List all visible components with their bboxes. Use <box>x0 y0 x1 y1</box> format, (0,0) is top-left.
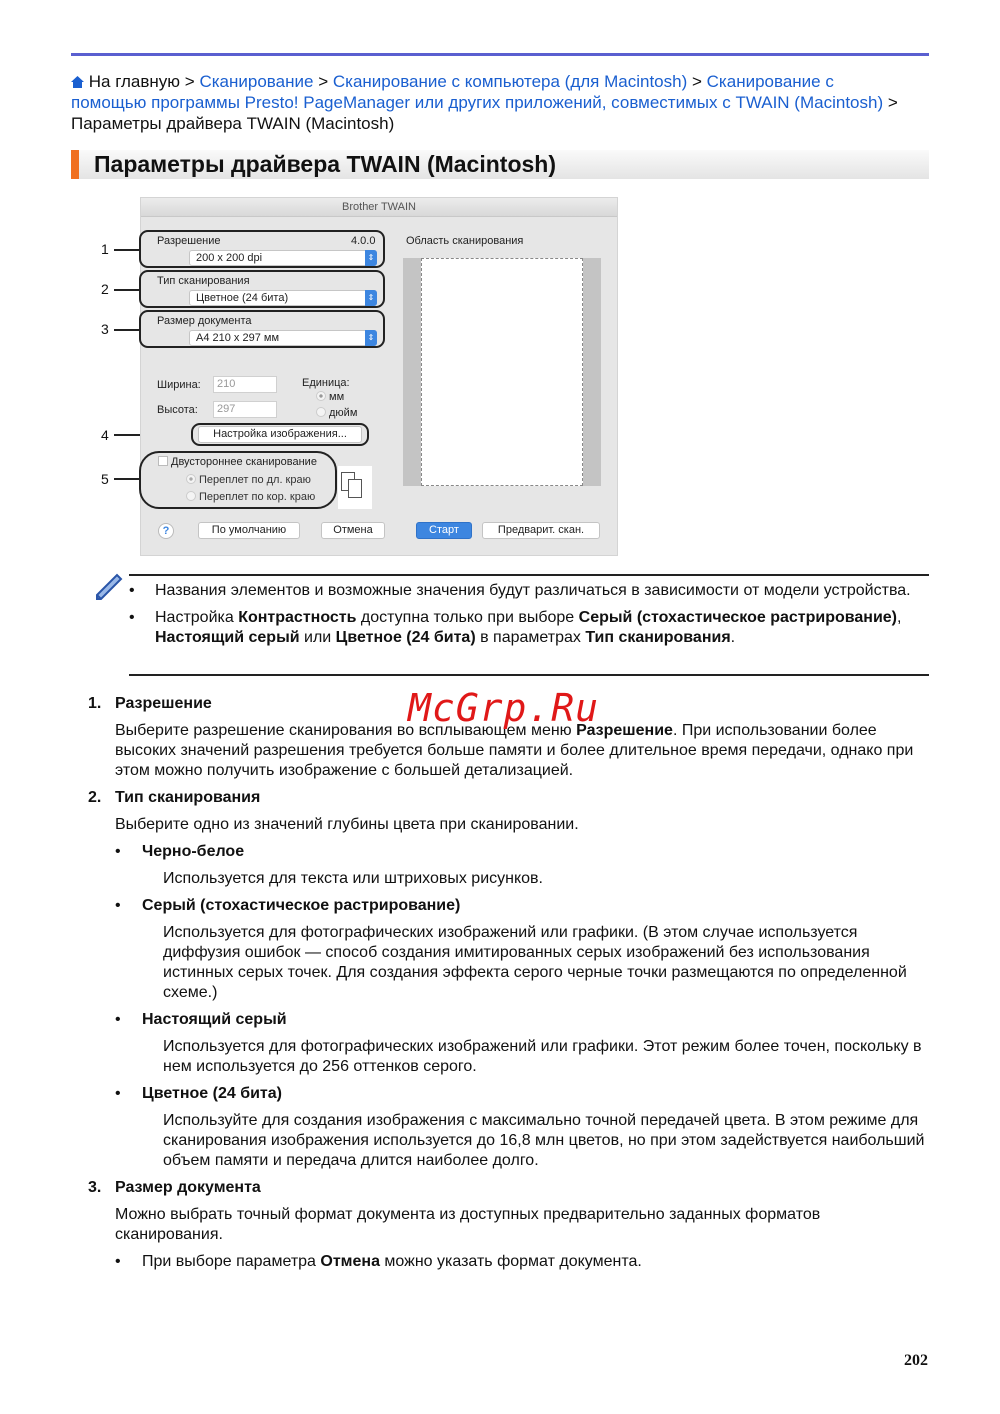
cancel-button[interactable]: Отмена <box>321 522 385 539</box>
image-setup-button[interactable]: Настройка изображения... <box>198 426 362 443</box>
prescan-button[interactable]: Предварит. скан. <box>482 522 600 539</box>
option-text: Используется для фотографических изображений или графики. Этот режим более точен, поскольку в нем используется до 256 оттенков серого. <box>163 1038 922 1075</box>
start-button[interactable]: Старт <box>416 522 472 539</box>
note-rule-bottom <box>129 674 929 676</box>
section-heading: 1. Разрешение <box>88 695 212 712</box>
version-label: 4.0.0 <box>351 235 376 247</box>
unit-mm-label: мм <box>329 391 345 403</box>
callout-5: 5 <box>101 471 109 487</box>
note-item: • Настройка Контрастность доступна только при выборе Серый (стохастическое растрирование), Настоящий серый или Цветное (24 бита) в параметрах Тип сканирования. <box>129 608 929 648</box>
breadcrumb-sep: > <box>887 93 898 112</box>
resolution-value: 200 x 200 dpi <box>196 252 263 264</box>
note-item: • Названия элементов и возможные значения будут различаться в зависимости от модели устройства. <box>129 581 929 601</box>
defaults-button[interactable]: По умолчанию <box>198 522 300 539</box>
resolution-select[interactable] <box>189 250 377 266</box>
doc-size-value: A4 210 x 297 мм <box>196 332 280 344</box>
resolution-label: Разрешение <box>157 235 221 247</box>
section-text: Можно выбрать точный формат документа из доступных предварительно заданных форматов сканирования. <box>115 1206 821 1243</box>
breadcrumb-home[interactable]: На главную <box>88 72 181 91</box>
content <box>88 694 928 1272</box>
height-label: Высота: <box>157 404 198 416</box>
top-rule <box>71 53 929 56</box>
short-edge-label: Переплет по кор. краю <box>199 491 316 503</box>
callout-line <box>114 329 140 331</box>
note-rule-top <box>129 574 929 576</box>
watermark-logo: McGrp.Ru <box>408 686 600 730</box>
width-input[interactable]: 210 <box>213 376 277 393</box>
scan-area-selection[interactable] <box>421 258 583 486</box>
option-text: Используется для фотографических изображений или графики. (В этом случае используется диффузия ошибок — способ создания имитированных серых изображений без использования истинных серых точек. Для создания эффекта серого черные точки размещаются по определенной схеме.) <box>163 924 907 1001</box>
option-heading: • Настоящий серый <box>88 1010 928 1030</box>
twain-dialog <box>140 197 618 556</box>
scan-area-preview[interactable] <box>403 258 601 486</box>
scan-area-label: Область сканирования <box>406 235 524 247</box>
option-heading: • Серый (стохастическое растрирование) <box>88 896 928 916</box>
stepper-arrows-icon: ⇕ <box>365 250 377 266</box>
breadcrumb-sep: > <box>184 72 195 91</box>
scan-type-select[interactable] <box>189 290 377 306</box>
scan-type-label: Тип сканирования <box>157 275 250 287</box>
unit-inch-radio[interactable] <box>316 407 357 419</box>
stepper-arrows-icon: ⇕ <box>365 290 377 306</box>
breadcrumb-sep: > <box>318 72 329 91</box>
pencil-note-icon <box>93 569 125 601</box>
breadcrumb-link-scan-mac[interactable]: Сканирование с компьютера (для Macintosh) <box>332 72 688 91</box>
scan-type-value: Цветное (24 бита) <box>196 292 289 304</box>
option-heading: • Цветное (24 бита) <box>88 1084 928 1104</box>
breadcrumb-sep: > <box>691 72 702 91</box>
section-text: Выберите одно из значений глубины цвета при сканировании. <box>115 816 579 833</box>
page-title: Параметры драйвера TWAIN (Macintosh) <box>94 151 556 177</box>
width-label: Ширина: <box>157 379 201 391</box>
home-icon <box>71 76 84 88</box>
callout-2: 2 <box>101 281 109 297</box>
title-accent <box>71 150 79 179</box>
height-input[interactable]: 297 <box>213 401 277 418</box>
duplex-pages-icon <box>338 466 372 509</box>
callout-line <box>114 249 140 251</box>
long-edge-label: Переплет по дл. краю <box>199 474 311 486</box>
long-edge-radio[interactable] <box>186 474 311 486</box>
short-edge-radio[interactable] <box>186 491 315 503</box>
doc-size-select[interactable] <box>189 330 377 346</box>
stepper-arrows-icon: ⇕ <box>365 330 377 346</box>
option-text: Используется для текста или штриховых рисунков. <box>163 870 543 887</box>
option-text: Используйте для создания изображения с максимально точной передачей цвета. В этом режиме для сканирования изображения используется до 16,8 млн цветов, но при этом задействуется наибольший объем памяти и передача длится наиболее долго. <box>163 1112 925 1169</box>
breadcrumb <box>71 71 911 134</box>
unit-mm-radio[interactable] <box>316 391 344 403</box>
dialog-title: Brother TWAIN <box>141 198 617 217</box>
duplex-label: Двустороннее сканирование <box>171 456 317 468</box>
breadcrumb-current: Параметры драйвера TWAIN (Macintosh) <box>71 114 395 133</box>
unit-label: Единица: <box>302 377 350 389</box>
unit-inch-label: дюйм <box>329 407 358 419</box>
radio-icon <box>316 407 326 417</box>
help-button[interactable]: ? <box>158 523 174 539</box>
breadcrumb-link-scan[interactable]: Сканирование <box>199 72 314 91</box>
callout-4: 4 <box>101 427 109 443</box>
section-bullet: • При выборе параметра Отмена можно указать формат документа. <box>88 1252 928 1272</box>
page-number: 202 <box>904 1352 928 1369</box>
checkbox-icon <box>158 456 168 466</box>
breadcrumb-link-presto[interactable]: Сканирование с помощью программы Presto! PageManager или других приложений, совместимых с TWAIN (Macintosh) <box>71 72 884 112</box>
section-text: Выберите разрешение сканирования во всплывающем меню Разрешение. При использовании более высоких значений разрешения требуется больше памяти и более длительное время передачи, однако при этом можно получить изображение с большей детализацией. <box>115 722 914 779</box>
callout-3: 3 <box>101 321 109 337</box>
radio-selected-icon <box>316 391 326 401</box>
callout-line <box>114 289 140 291</box>
section-heading: 3. Размер документа <box>88 1179 261 1196</box>
radio-selected-icon <box>186 474 196 484</box>
section-heading: 2. Тип сканирования <box>88 789 261 806</box>
page-title-bar <box>71 150 929 179</box>
duplex-checkbox[interactable] <box>158 456 317 468</box>
callout-1: 1 <box>101 241 109 257</box>
radio-icon <box>186 491 196 501</box>
option-heading: • Черно-белое <box>88 842 928 862</box>
doc-size-label: Размер документа <box>157 315 252 327</box>
callout-line <box>114 478 140 480</box>
